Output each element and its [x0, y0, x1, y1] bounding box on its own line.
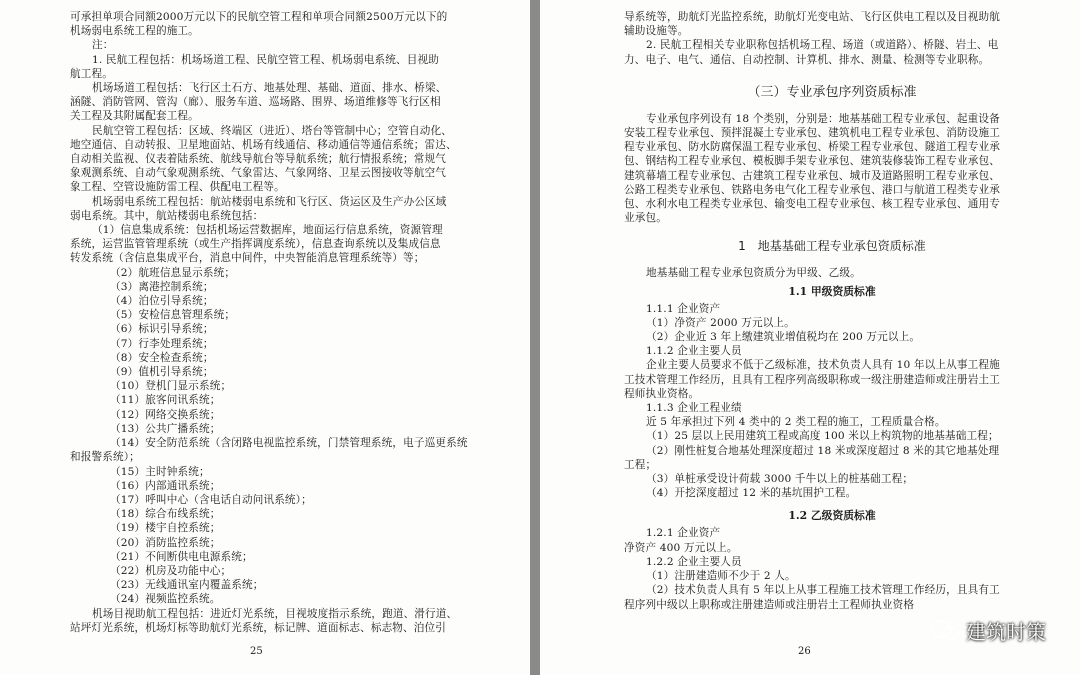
text-line: 转发系统（含信息集成平台，消息中间件，中央智能消息管理系统等）等；	[70, 252, 425, 265]
grade-a-title: 1.1 甲级资质标准	[788, 284, 876, 298]
text-line: 工程；	[624, 458, 657, 471]
left-page	[0, 0, 530, 675]
right-page	[540, 0, 1080, 675]
text-line: 安装工程专业承包、预拌混凝土专业承包、建筑机电工程专业承包、消防设施工	[624, 127, 1001, 140]
page-number-left: 25	[250, 646, 263, 657]
text-line: （18）综合布线系统；	[110, 508, 221, 521]
text-line: 导系统等，助航灯光监控系统，助航灯光变电站、飞行区供电工程以及目视助航	[624, 11, 1001, 23]
text-line: 象观测系统、自动气象观测系统、气象雷达、气象网络、卫星云图接收等航空气	[70, 167, 447, 180]
subsection-lead: 地基基础工程专业承包资质分为甲级、乙级。	[646, 267, 861, 280]
text-line: 站坪灯光系统，机场灯标等助航灯光系统，标记牌、道面标志、标志物、泊位引	[70, 621, 447, 634]
text-line: 地空通信、自动转报、卫星地面站、机场有线通信、移动通信等通信系统；雷达、	[70, 138, 457, 151]
text-line: （21）不间断供电电源系统；	[110, 550, 253, 563]
text-line: 弱电系统。其中，航站楼弱电系统包括：	[70, 209, 264, 222]
text-line: （8）安全检查系统；	[110, 351, 214, 364]
grade-b-text	[624, 526, 1040, 611]
text-line: 企业主要人员要求不低于乙级标准，技术负责人具有 10 年以上从事工程施	[646, 359, 1000, 372]
text-line: 自动相关监视、仪表着陆系统、航线导航台等导航系统；航行情报系统；常规气	[70, 153, 447, 166]
section-text	[624, 112, 1040, 226]
text-line: （5）安检信息管理系统；	[110, 309, 236, 322]
watermark-text: 建筑时策	[966, 620, 1046, 644]
section-title: （三）专业承包序列资质标准	[747, 84, 917, 100]
text-line: （22）机房及功能中心；	[110, 564, 232, 577]
text-line: 航工程。	[70, 67, 113, 80]
text-line: 程师执业资格。	[624, 387, 700, 400]
text-line: 系统，运营监管管理系统（或生产指挥调度系统），信息查询系统以及集成信息	[70, 238, 441, 251]
text-line: （24）视频监控系统。	[110, 593, 221, 606]
text-line: 程序列中级以上职称或注册建造师或注册岩土工程师执业资格	[624, 598, 915, 611]
right-intro-text	[624, 10, 1040, 67]
text-line: （1）信息集成系统：包括机场运营数据库，地面运行信息系统，资源管理	[92, 224, 443, 237]
text-line: （2）刚性桩复合地基处理深度超过 18 米或深度超过 8 米的其它地基处理	[646, 444, 1000, 457]
text-line: （19）楼宇自控系统；	[110, 522, 221, 535]
text-line: 机场场道工程包括：飞行区土石方、地基处理、基础、道面、排水、桥梁、	[92, 82, 447, 95]
text-line: 包、水利水电工程类专业承包、输变电工程专业承包、核工程专业承包、通用专	[624, 198, 1001, 211]
text-line: （13）公共广播系统；	[110, 422, 221, 435]
text-line: （14）安全防范系统（含闭路电视监控系统，门禁管理系统，电子巡更系统	[110, 437, 468, 450]
text-line: 包、钢结构工程专业承包、模板脚手架专业承包、建筑装修装饰工程专业承包、	[624, 155, 1001, 168]
text-line: 近 5 年承担过下列 4 类中的 2 类工程的施工，工程质量合格。	[646, 416, 946, 429]
text-line: 业承包。	[624, 212, 667, 225]
text-line: 1.2.2 企业主要人员	[646, 555, 742, 568]
grade-b-title: 1.2 乙级资质标准	[788, 509, 876, 523]
text-line: （2）企业近 3 年上缴建筑业增值税均在 200 万元以上。	[646, 331, 921, 344]
text-line: （17）呼叫中心（含电话自动问讯系统）；	[110, 493, 312, 506]
text-line: 1.2.1 企业资产	[646, 527, 721, 540]
text-line: 建筑幕墙工程专业承包、古建筑工程专业承包、城市及道路照明工程专业承包、	[624, 169, 1001, 182]
text-line: （3）离港控制系统；	[110, 280, 214, 293]
text-line: （16）内部通讯系统；	[110, 479, 221, 492]
text-line: 机场弱电系统工程包括：航站楼弱电系统和飞行区、货运区及生产办公区域	[92, 195, 447, 208]
text-line: （1）净资产 2000 万元以上。	[646, 316, 795, 329]
text-line: 1.1.3 企业工程业绩	[646, 402, 742, 415]
text-line: 涵隧、消防管网、管沟（廊）、服务车道、巡场路、围界、场道维修等飞行区相	[70, 96, 441, 109]
text-line: （10）登机门显示系统；	[110, 380, 232, 393]
text-line: 工技术管理工作经历，且具有工程序列高级职称或一级注册建造师或注册岩土工	[624, 373, 1001, 386]
text-line: （1）25 层以上民用建筑工程或高度 100 米以上构筑物的地基基础工程；	[646, 430, 999, 443]
text-line: （9）值机引导系统；	[110, 366, 214, 379]
text-line: 民航空管工程包括：区域、终端区（进近）、塔台等管制中心；空管自动化、	[92, 124, 452, 137]
text-line: （4）泊位引导系统；	[110, 295, 214, 308]
text-line: 2. 民航工程相关专业职称包括机场工程、场道（或道路）、桥隧、岩土、电	[646, 39, 999, 52]
text-line: 象工程、空管设施防雷工程、供配电工程等。	[70, 181, 285, 194]
text-line: （12）网络交换系统；	[110, 408, 221, 421]
text-line: （1）注册建造师不少于 2 人。	[646, 570, 796, 583]
text-line: （6）标识引导系统；	[110, 323, 214, 336]
text-line: （3）单桩承受设计荷载 3000 千牛以上的桩基础工程；	[646, 473, 914, 486]
text-line: 力、电子、电气、通信、自动控制、计算机、排水、测量、检测等专业职称。	[624, 53, 990, 66]
text-line: （11）旅客问讯系统；	[110, 394, 221, 407]
text-line: （23）无线通讯室内覆盖系统；	[110, 579, 264, 592]
text-line: 注：	[92, 39, 114, 52]
text-line: 1.1.1 企业资产	[646, 302, 721, 315]
left-page-text	[70, 10, 500, 635]
text-line: （2）航班信息显示系统；	[110, 266, 236, 279]
watermark	[930, 616, 1046, 645]
text-line: （2）技术负责人具有 5 年以上从事工程施工技术管理工作经历，且具有工	[646, 584, 1000, 597]
wechat-icon	[930, 620, 960, 642]
text-line: 1. 民航工程包括：机场场道工程、民航空管工程、机场弱电系统、目视助	[92, 53, 439, 66]
text-line: 专业承包序列设有 18 个类别，分别是：地基基础工程专业承包、起重设备	[646, 112, 1000, 125]
text-line: 净资产 400 万元以上。	[624, 541, 738, 554]
text-line: 1.1.2 企业主要人员	[646, 345, 742, 358]
text-line: （15）主时钟系统；	[110, 465, 210, 478]
text-line: 机场弱电系统工程的施工。	[70, 25, 199, 38]
text-line: 关工程及其附属配套工程。	[70, 110, 199, 123]
subsection-title: 1 地基基础工程专业承包资质标准	[738, 239, 926, 254]
page-gap	[530, 0, 540, 675]
page-number-right: 26	[798, 646, 811, 657]
text-line: （20）消防监控系统；	[110, 536, 221, 549]
text-line: 可承担单项合同额2000万元以下的民航空管工程和单项合同额2500万元以下的	[70, 11, 448, 23]
text-line: （7）行李处理系统；	[110, 337, 214, 350]
text-line: 机场目视助航工程包括：进近灯光系统，目视坡度指示系统，跑道、滑行道、	[92, 607, 458, 620]
text-line: 公路工程类专业承包、铁路电务电气化工程专业承包、港口与航道工程类专业承	[624, 183, 1001, 196]
grade-a-text	[624, 302, 1040, 501]
text-line: 和报警系统）；	[70, 451, 140, 464]
text-line: 程专业承包、防水防腐保温工程专业承包、桥梁工程专业承包、隧道工程专业承	[624, 141, 1001, 154]
text-line: （4）开挖深度超过 12 米的基坑围护工程。	[646, 487, 857, 500]
text-line: 辅助设施等。	[624, 25, 689, 38]
